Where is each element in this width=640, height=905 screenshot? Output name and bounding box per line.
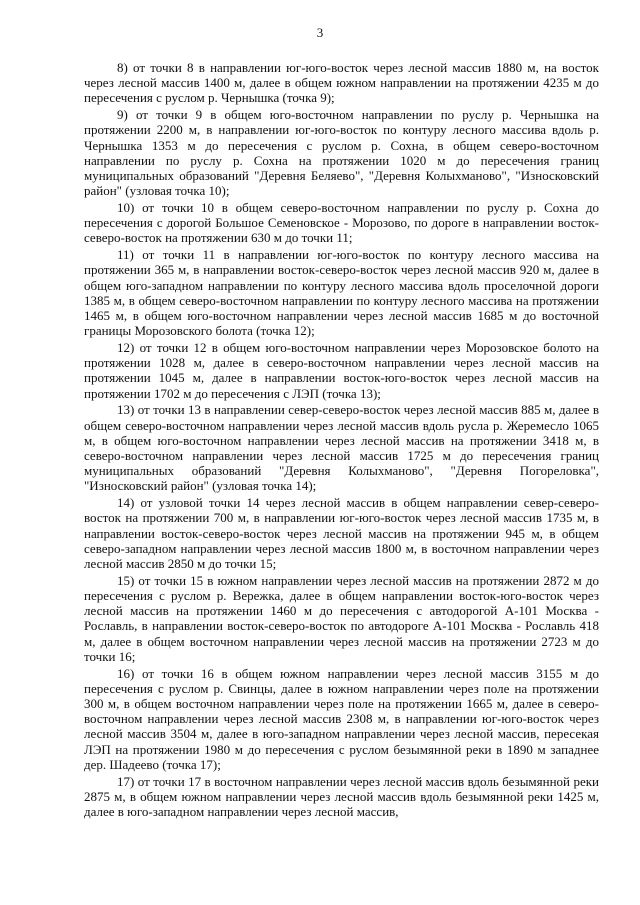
paragraph-point-12: 12) от точки 12 в общем юго-восточном направлении через Морозовское болото на протяжении 1028 м, далее в северо-восточном направлении через лесной массив на протяжении 1045 м, далее в направлении восток-юго-восток через лесной массив на протяжении 1702 м до пересечения с ЛЭП (точка 13); bbox=[84, 340, 599, 401]
page-number: 3 bbox=[316, 25, 324, 40]
paragraph-point-17: 17) от точки 17 в восточном направлении через лесной массив вдоль безымянной реки 2875 м, в общем южном направлении через лесной массив вдоль безымянной реки 1425 м, далее в юго-западном направлении через лесной массив, bbox=[84, 773, 599, 820]
paragraph-point-13: 13) от точки 13 в направлении север-северо-восток через лесной массив 885 м, далее в общем северо-восточном направлении через лесной массив вдоль русла р. Жеремесло 1065 м, в общем юго-восточном направлении через лесной массив на протяжении 3418 м, в северо-восточном направлении через лесной массив 1725 м до пересечения границ муниципальных образований "Деревня Колыхманово", "Деревня Погореловка", "Износковский район" (узловая точка 14); bbox=[84, 402, 599, 494]
document-body bbox=[84, 60, 599, 821]
paragraph-point-8: 8) от точки 8 в направлении юг-юго-восток через лесной массив 1880 м, на восток через лесной массив 1400 м, далее в общем южном направлении на протяжении 4235 м до пересечения с руслом р. Чернышка (точка 9); bbox=[84, 60, 599, 106]
paragraph-point-11: 11) от точки 11 в направлении юг-юго-восток по контуру лесного массива на протяжении 365 м, в направлении восток-северо-восток через лесной массив 920 м, далее в общем юго-западном направлении по контуру лесного массива вдоль проселочной дороги 1385 м, в общем северо-восточном направлении по контуру лесного массива на протяжении 1465 м, в общем юго-восточном направлении через лесной массив 1685 м до восточной границы Морозовского болота (точка 12); bbox=[84, 247, 599, 339]
paragraph-point-14: 14) от узловой точки 14 через лесной массив в общем направлении север-северо-восток на протяжении 700 м, в направлении юг-юго-восток через лесной массив 1735 м, в направлении восток-северо-восток через лесной массив на протяжении 945 м, в общем северо-западном направлении через лесной массив 1800 м, в восточном направлении через лесной массив 2850 м до точки 15; bbox=[84, 495, 599, 572]
paragraph-point-15: 15) от точки 15 в южном направлении через лесной массив на протяжении 2872 м до пересечения с руслом р. Вережка, далее в общем направлении восток-юго-восток через лесной массив на протяжении 1460 м до пересечения с автодорогой А-101 Москва - Рославль, в направлении восток-северо-восток по автодороге А-101 Москва - Рославль 418 м, далее в общем восточном направлении через лесной массив на протяжении 2723 м до точки 16; bbox=[84, 572, 599, 664]
paragraph-point-9: 9) от точки 9 в общем юго-восточном направлении по руслу р. Чернышка на протяжении 2200 м, в направлении юг-юго-восток по контуру лесного массива вдоль р. Чернышка 1353 м до пересечения с руслом р. Сохна, в общем северо-восточном направлении по руслу р. Сохна на протяжении 1020 м до пересечения границ муниципальных образований "Деревня Беляево", "Деревня Колыхманово", "Износковский район" (узловая точка 10); bbox=[84, 107, 599, 199]
paragraph-point-10: 10) от точки 10 в общем северо-восточном направлении по руслу р. Сохна до пересечения с дорогой Большое Семеновское - Морозово, по дороге в направлении восток-северо-восток на протяжении 630 м до точки 11; bbox=[84, 200, 599, 246]
paragraph-point-16: 16) от точки 16 в общем южном направлении через лесной массив 3155 м до пересечения с руслом р. Свинцы, далее в южном направлении через поле на протяжении 300 м, в общем восточном направлении через поле на протяжении 1665 м, далее в северо-восточном направлении через лесной массив 2308 м, в направлении юг-юго-восток через лесной массив 3504 м, далее в юго-западном направлении через лесной массив, пересекая ЛЭП на протяжении 1980 м до пересечения с руслом безымянной реки в 1890 м западнее дер. Шадеево (точка 17); bbox=[84, 665, 599, 772]
